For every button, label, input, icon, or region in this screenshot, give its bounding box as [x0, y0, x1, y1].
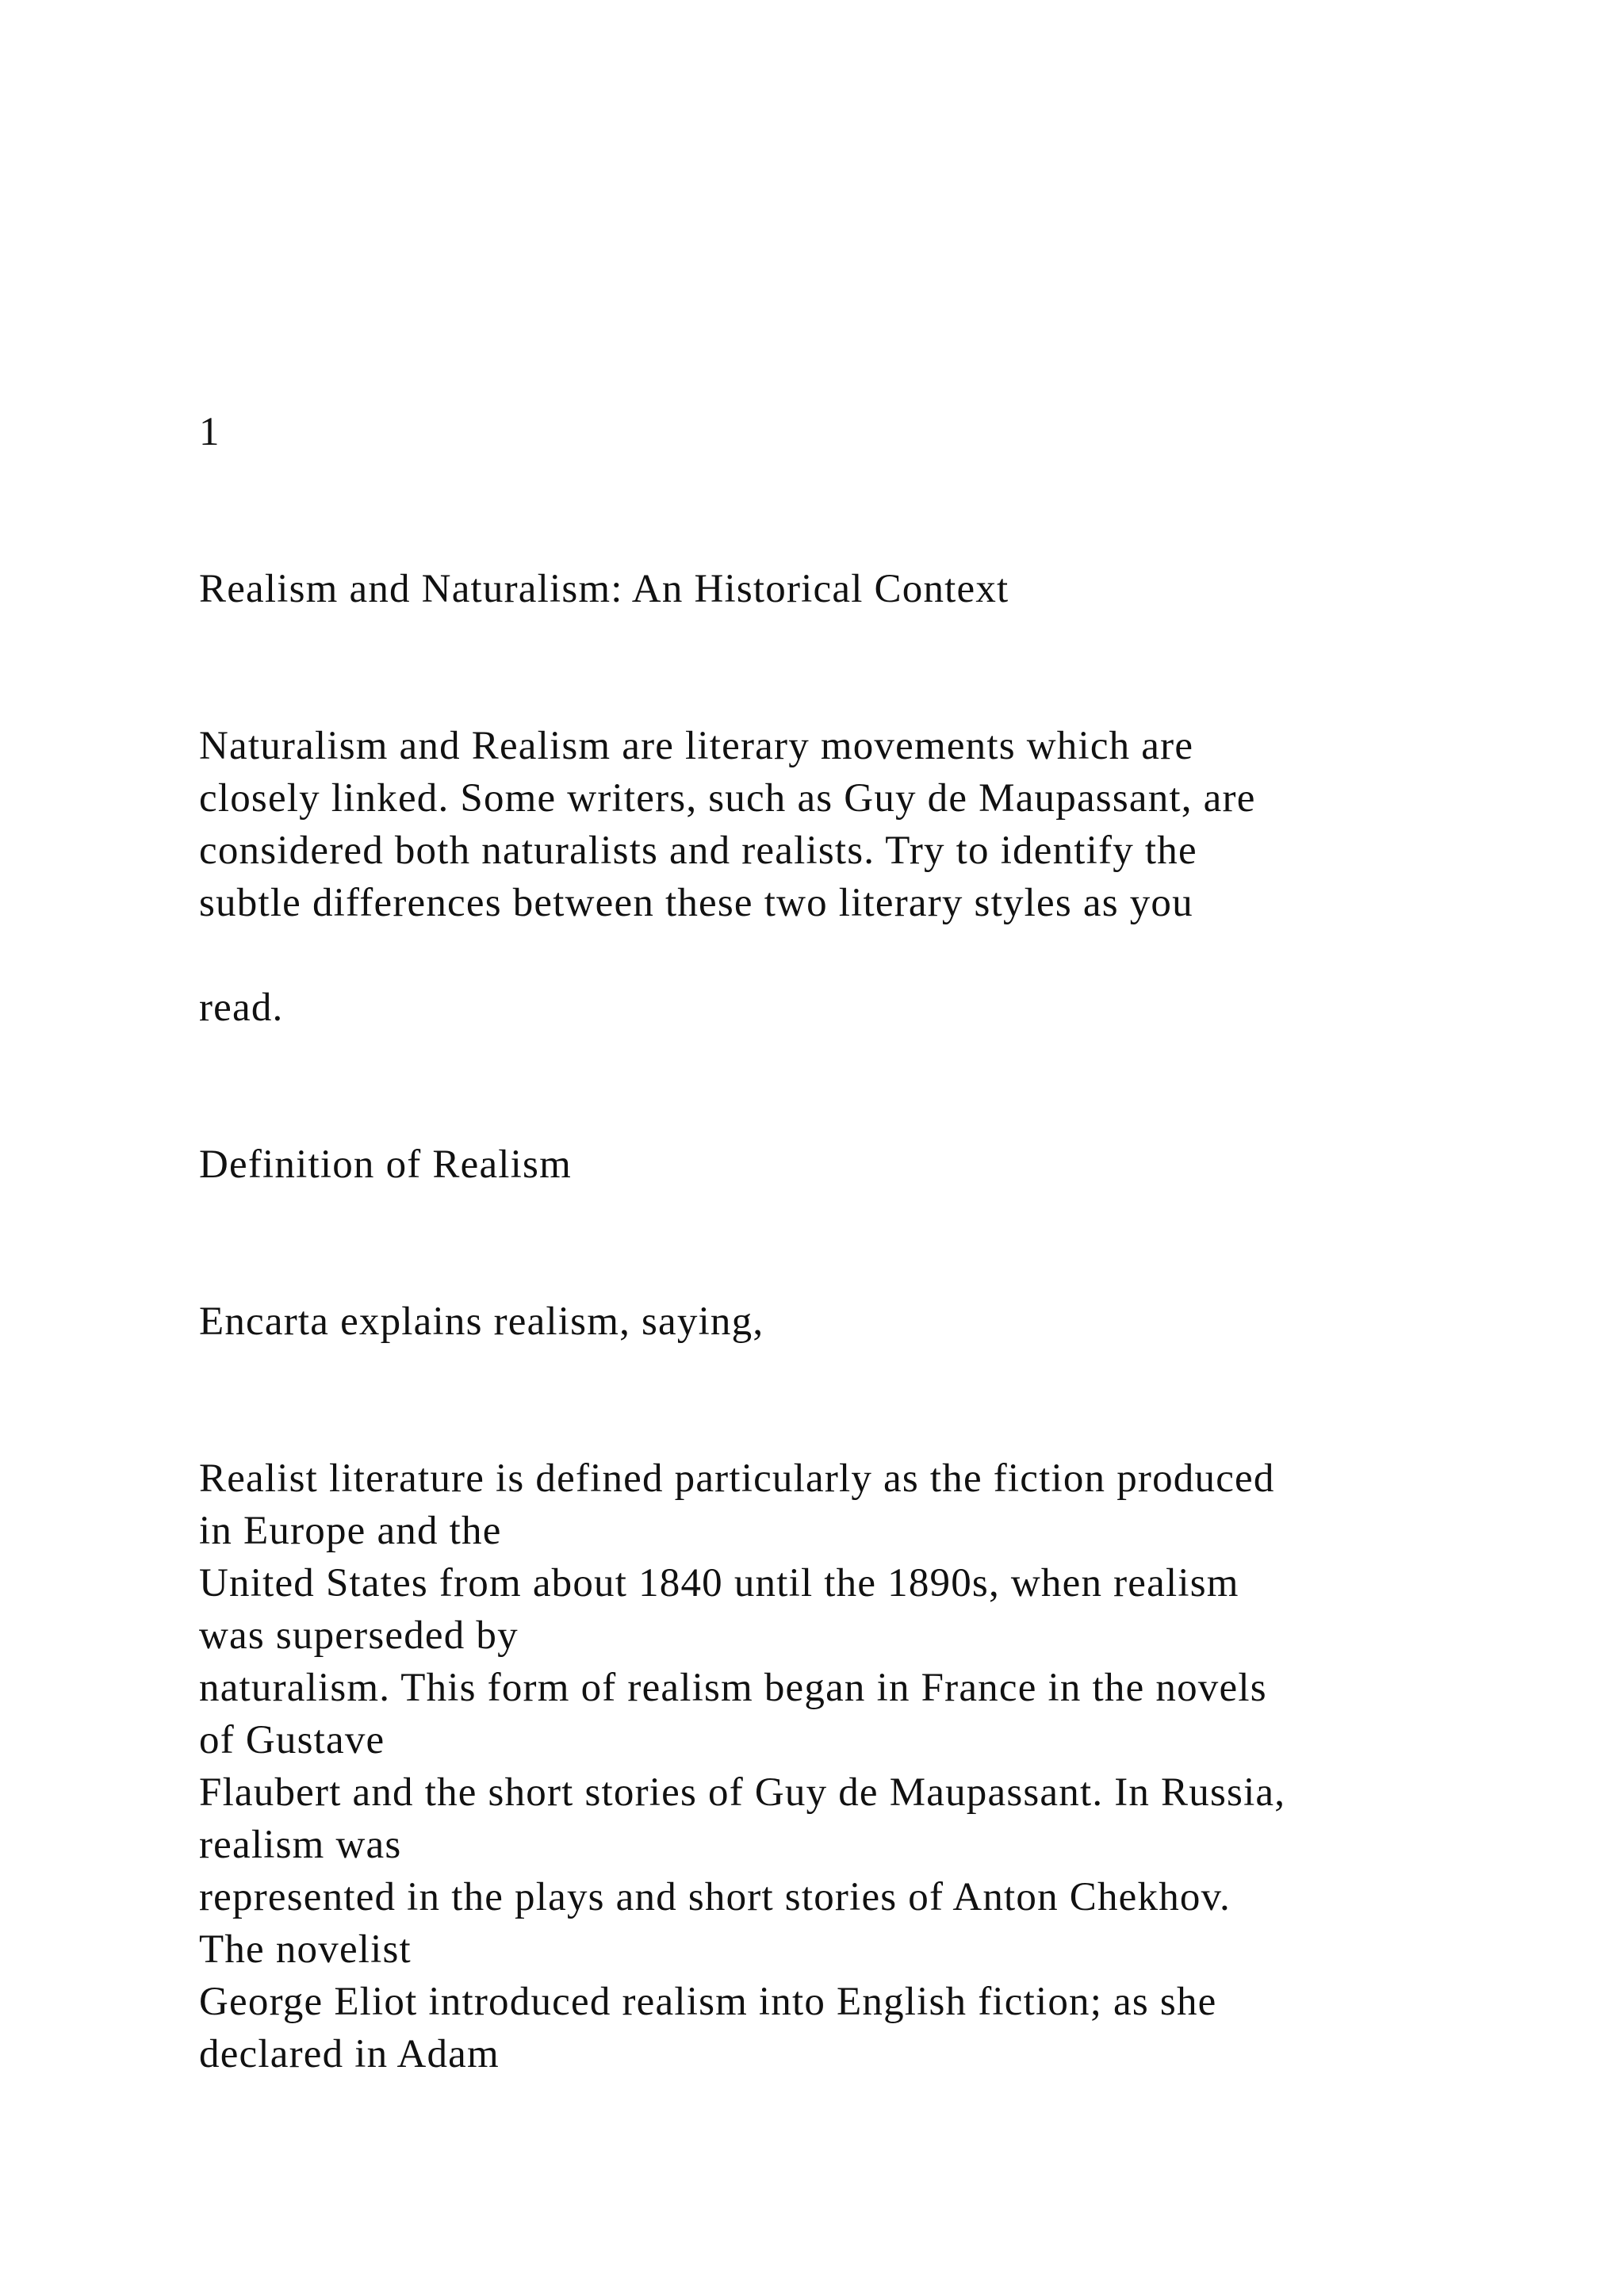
- quote-line: realism was: [199, 1823, 402, 1867]
- paragraph-line: considered both naturalists and realists. Try to identify the: [199, 828, 1197, 873]
- quote-line: declared in Adam: [199, 2032, 500, 2076]
- intro-paragraph: [199, 720, 1256, 929]
- quote-line: was superseded by: [199, 1613, 519, 1658]
- quote-line: naturalism. This form of realism began in France in the novels: [199, 1666, 1267, 1710]
- section-heading: Definition of Realism: [199, 1142, 572, 1187]
- quote-line: Flaubert and the short stories of Guy de Maupassant. In Russia,: [199, 1770, 1286, 1815]
- paragraph-line: subtle differences between these two literary styles as you: [199, 881, 1193, 925]
- page-number: 1: [199, 410, 220, 454]
- quote-line: in Europe and the: [199, 1509, 502, 1553]
- quote-line: of Gustave: [199, 1718, 385, 1762]
- quote-line: The novelist: [199, 1927, 412, 1972]
- quote-line: United States from about 1840 until the 1890s, when realism: [199, 1561, 1239, 1605]
- lead-in-text: Encarta explains realism, saying,: [199, 1299, 764, 1344]
- paragraph-line: closely linked. Some writers, such as Guy de Maupassant, are: [199, 776, 1256, 821]
- quote-line: George Eliot introduced realism into English fiction; as she: [199, 1980, 1217, 2024]
- intro-continuation: read.: [199, 985, 284, 1030]
- quote-line: Realist literature is defined particularly as the fiction produced: [199, 1456, 1275, 1501]
- quote-line: represented in the plays and short stories of Anton Chekhov.: [199, 1875, 1231, 1919]
- block-quote: [199, 1452, 1285, 2080]
- document-title: Realism and Naturalism: An Historical Context: [199, 567, 1009, 611]
- paragraph-line: Naturalism and Realism are literary movements which are: [199, 724, 1194, 768]
